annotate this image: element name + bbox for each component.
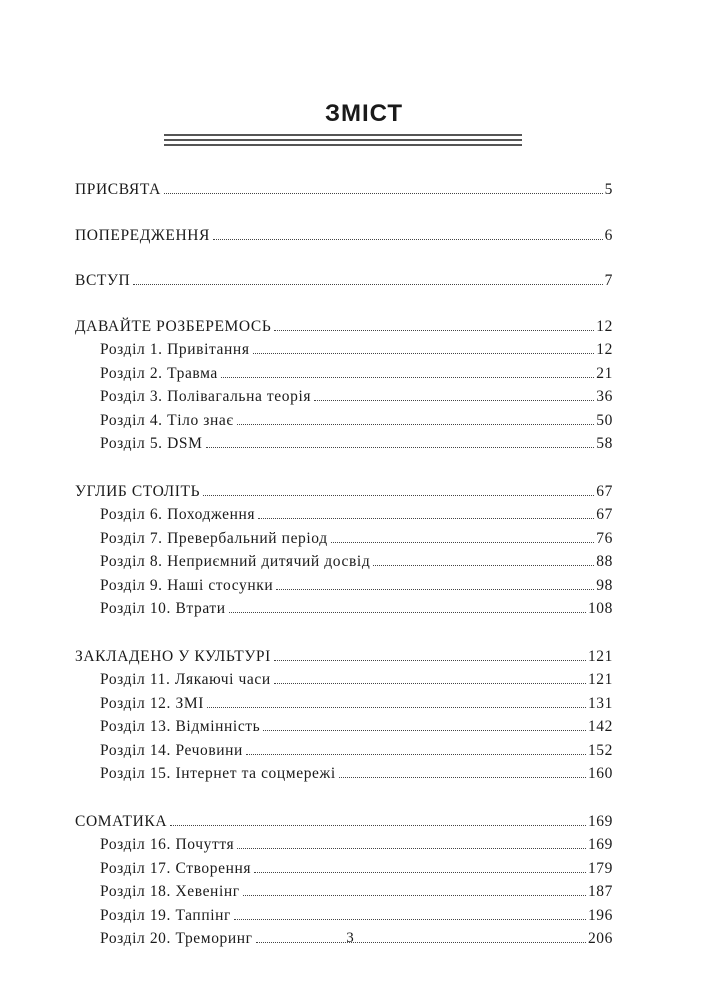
- toc-part-page: 169: [587, 812, 613, 830]
- dot-leader: [274, 329, 594, 331]
- toc-part-heading[interactable]: [75, 645, 613, 669]
- toc-chapter[interactable]: [75, 880, 613, 904]
- toc-chapter-label: Розділ 11. Лякаючі часи: [100, 671, 271, 688]
- toc-part-2: [75, 480, 613, 621]
- toc-chapter[interactable]: [75, 409, 613, 433]
- toc-chapter-page: 67: [596, 506, 613, 523]
- toc-entry-label: ПОПЕРЕДЖЕННЯ: [75, 226, 210, 244]
- toc-chapter-page: 58: [596, 435, 613, 452]
- dot-leader: [206, 446, 595, 448]
- dot-leader: [237, 847, 586, 849]
- dot-leader: [207, 706, 586, 708]
- toc-chapter[interactable]: [75, 692, 613, 716]
- dot-leader: [258, 517, 594, 519]
- toc-part-page: 121: [587, 647, 613, 665]
- toc-part-1: [75, 315, 613, 456]
- dot-leader: [276, 588, 594, 590]
- dot-leader: [339, 776, 586, 778]
- page-number: 3: [346, 930, 354, 946]
- toc-entry-label: ВСТУП: [75, 272, 131, 289]
- toc-chapter[interactable]: [75, 432, 613, 456]
- toc-chapter-page: 169: [587, 836, 613, 853]
- dot-leader: [314, 399, 594, 401]
- toc-chapter[interactable]: [75, 503, 613, 527]
- toc-chapter-page: 196: [587, 906, 613, 924]
- dot-leader: [263, 729, 586, 731]
- dot-leader: [133, 283, 602, 285]
- toc-chapter-label: Розділ 16. Почуття: [100, 836, 235, 853]
- toc-entry[interactable]: [75, 269, 613, 293]
- toc-part-heading[interactable]: [75, 480, 613, 504]
- toc-part-3: [75, 645, 613, 786]
- dot-leader: [246, 753, 586, 755]
- dot-leader: [237, 423, 595, 425]
- dot-leader: [243, 894, 586, 896]
- toc-chapter-label: Розділ 6. Походження: [100, 506, 256, 523]
- dot-leader: [170, 824, 586, 826]
- toc-chapter[interactable]: [75, 715, 613, 739]
- toc-chapter[interactable]: [75, 597, 613, 621]
- toc-chapter-label: Розділ 18. Хевенінг: [100, 883, 240, 900]
- toc-chapter[interactable]: [75, 904, 613, 928]
- toc-chapter[interactable]: [75, 574, 613, 598]
- toc-chapter-label: Розділ 5. DSM: [100, 435, 203, 452]
- toc-chapter-label: Розділ 17. Створення: [100, 859, 252, 877]
- toc-chapter-page: 131: [587, 694, 613, 712]
- toc-chapter-label: Розділ 12. ЗМІ: [100, 694, 204, 712]
- toc-part-label: ЗАКЛАДЕНО У КУЛЬТУРІ: [75, 647, 271, 665]
- toc-chapter-label: Розділ 2. Травма: [100, 364, 218, 382]
- title-rule-top: [164, 134, 522, 136]
- dot-leader: [274, 659, 586, 661]
- toc-part-heading[interactable]: [75, 315, 613, 339]
- toc-chapter-page: 50: [596, 411, 613, 429]
- table-of-contents: [75, 178, 613, 975]
- toc-section-dedication: [75, 178, 613, 202]
- toc-chapter-label: Розділ 1. Привітання: [100, 341, 250, 358]
- toc-section-warning: [75, 224, 613, 248]
- dot-leader: [203, 494, 594, 496]
- toc-part-heading[interactable]: [75, 810, 613, 834]
- toc-entry-page: 5: [604, 181, 613, 198]
- toc-chapter-page: 36: [596, 388, 613, 405]
- toc-section-intro: [75, 269, 613, 293]
- toc-entry[interactable]: [75, 178, 613, 202]
- toc-entry-label: ПРИСВЯТА: [75, 181, 161, 198]
- dot-leader: [229, 611, 586, 613]
- toc-chapter-label: Розділ 7. Превербальний період: [100, 529, 328, 547]
- toc-chapter[interactable]: [75, 550, 613, 574]
- toc-chapter-page: 187: [587, 883, 613, 900]
- toc-chapter-page: 206: [587, 930, 613, 947]
- toc-chapter[interactable]: [75, 668, 613, 692]
- toc-chapter-page: 98: [596, 576, 613, 594]
- toc-part-label: УГЛИБ СТОЛІТЬ: [75, 482, 201, 500]
- toc-chapter[interactable]: [75, 833, 613, 857]
- toc-chapter-page: 142: [587, 718, 613, 735]
- dot-leader: [274, 682, 586, 684]
- toc-chapter-label: Розділ 14. Речовини: [100, 741, 243, 759]
- toc-chapter[interactable]: [75, 338, 613, 362]
- toc-chapter-label: Розділ 4. Тіло знає: [100, 411, 234, 429]
- dot-leader: [253, 352, 595, 354]
- dot-leader: [234, 918, 586, 920]
- title-rule-bottom: [164, 144, 522, 146]
- page-title: ЗМІСТ: [324, 100, 404, 127]
- dot-leader: [254, 871, 586, 873]
- toc-part-page: 12: [596, 317, 613, 335]
- toc-chapter-page: 121: [587, 671, 613, 688]
- toc-part-page: 67: [596, 482, 613, 500]
- toc-chapter-page: 152: [587, 741, 613, 759]
- toc-chapter[interactable]: [75, 857, 613, 881]
- toc-chapter-label: Розділ 8. Неприємний дитячий досвід: [100, 553, 371, 570]
- toc-chapter-page: 160: [587, 765, 613, 782]
- dot-leader: [164, 192, 603, 194]
- toc-chapter-page: 21: [596, 364, 613, 382]
- toc-part-label: ДАВАЙТЕ РОЗБЕРЕМОСЬ: [75, 317, 272, 335]
- toc-chapter-label: Розділ 13. Відмінність: [100, 718, 261, 735]
- toc-chapter-label: Розділ 3. Полівагальна теорія: [100, 388, 312, 405]
- toc-chapter-page: 12: [596, 341, 613, 358]
- toc-chapter-page: 179: [587, 859, 613, 877]
- dot-leader: [221, 376, 594, 378]
- toc-part-label: СОМАТИКА: [75, 812, 168, 830]
- toc-chapter-page: 88: [596, 553, 613, 570]
- toc-entry-page: 7: [604, 272, 613, 289]
- toc-entry[interactable]: [75, 224, 613, 248]
- toc-chapter[interactable]: [75, 527, 613, 551]
- toc-chapter[interactable]: [75, 362, 613, 386]
- toc-chapter[interactable]: [75, 762, 613, 786]
- toc-entry-page: 6: [604, 226, 613, 244]
- toc-chapter[interactable]: [75, 385, 613, 409]
- toc-chapter-page: 108: [587, 600, 613, 617]
- dot-leader: [373, 564, 594, 566]
- toc-chapter-label: Розділ 10. Втрати: [100, 600, 226, 617]
- toc-chapter-page: 76: [596, 529, 613, 547]
- title-rule-middle: [164, 139, 522, 141]
- toc-chapter[interactable]: [75, 739, 613, 763]
- toc-chapter-label: Розділ 15. Інтернет та соцмережі: [100, 765, 336, 782]
- toc-chapter-label: Розділ 20. Треморинг: [100, 930, 253, 947]
- dot-leader: [213, 238, 603, 240]
- dot-leader: [331, 541, 595, 543]
- toc-chapter-label: Розділ 9. Наші стосунки: [100, 576, 274, 594]
- toc-chapter-label: Розділ 19. Таппінг: [100, 906, 231, 924]
